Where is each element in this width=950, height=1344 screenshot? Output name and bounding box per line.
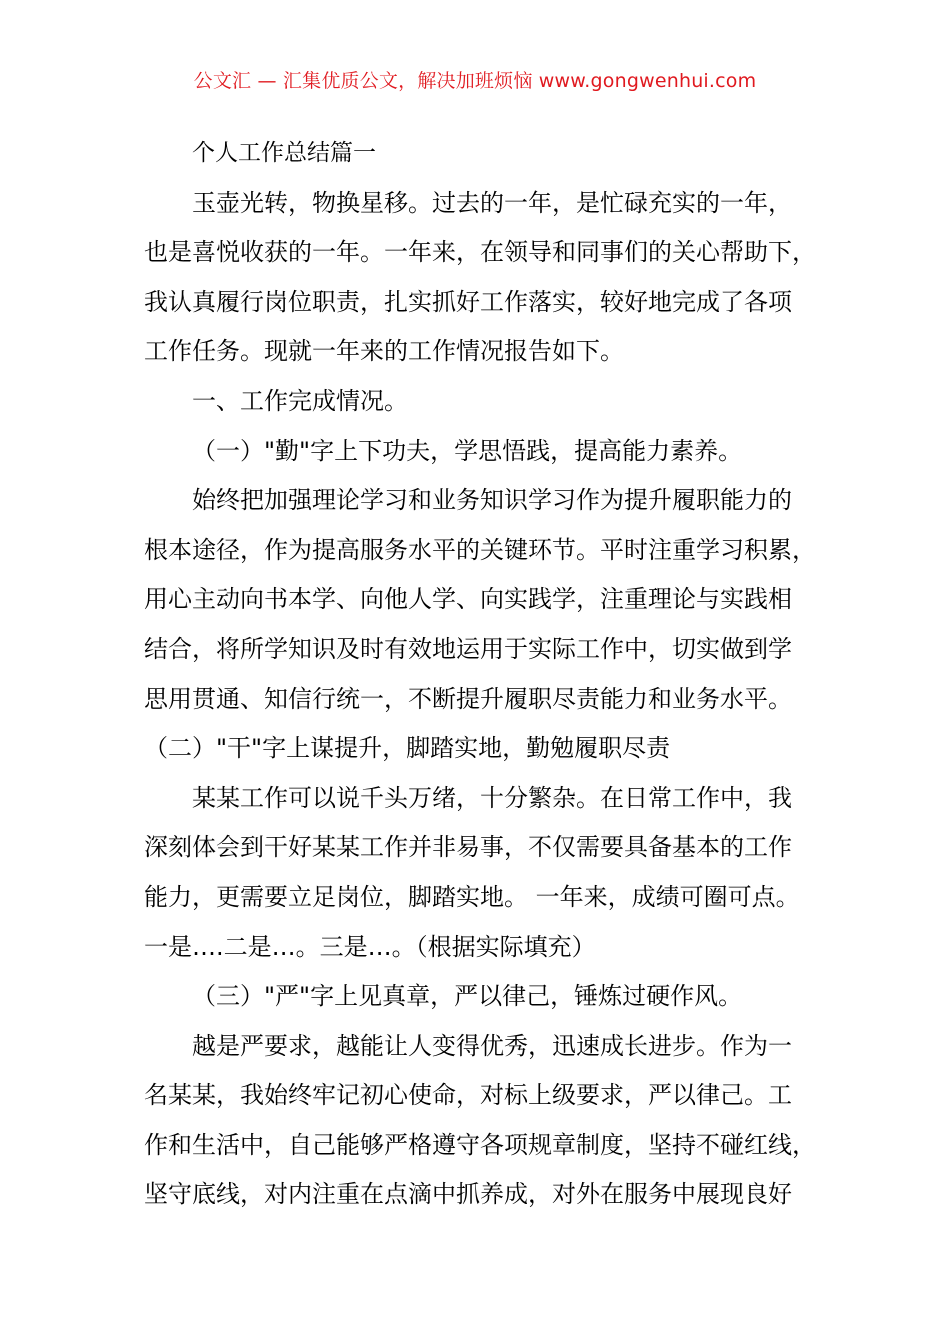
- subsection-heading: （二）"干"字上谋提升，脚踏实地，勤勉履职尽责: [144, 734, 671, 763]
- document-body: [144, 129, 834, 1220]
- paragraph-line: 始终把加强理论学习和业务知识学习作为提升履职能力的: [192, 486, 792, 515]
- paragraph-line: 结合，将所学知识及时有效地运用于实际工作中，切实做到学: [144, 634, 792, 663]
- paragraph-line: 用心主动向书本学、向他人学、向实践学，注重理论与实践相: [144, 585, 792, 614]
- document-title: 个人工作总结篇一: [192, 140, 376, 166]
- site-header-banner: 公文汇 — 汇集优质公文，解决加班烦恼 www.gongwenhui.com: [193, 70, 757, 92]
- subsection-heading: （三）"严"字上见真章，严以律己，锤炼过硬作风。: [192, 982, 743, 1011]
- subsection-heading: （一）"勤"字上下功夫，学思悟践，提高能力素养。: [192, 436, 743, 465]
- paragraph-line: 某某工作可以说千头万绪，十分繁杂。在日常工作中，我: [192, 783, 792, 812]
- paragraph-line: 深刻体会到干好某某工作并非易事，不仅需要具备基本的工作: [144, 833, 792, 862]
- paragraph-line: 越是严要求，越能让人变得优秀，迅速成长进步。作为一: [192, 1031, 792, 1060]
- paragraph-line: 也是喜悦收获的一年。一年来，在领导和同事们的关心帮助下，: [144, 238, 816, 267]
- paragraph-line: 玉壶光转，物换星移。过去的一年，是忙碌充实的一年，: [192, 188, 792, 217]
- paragraph-line: 工作任务。现就一年来的工作情况报告如下。: [144, 337, 624, 366]
- paragraph-line: 我认真履行岗位职责，扎实抓好工作落实，较好地完成了各项: [144, 287, 792, 316]
- paragraph-line: 坚守底线，对内注重在点滴中抓养成，对外在服务中展现良好: [144, 1180, 792, 1209]
- paragraph-line: 能力，更需要立足岗位，脚踏实地。 一年来，成绩可圈可点。: [144, 882, 800, 911]
- paragraph-line: 一是….二是…。三是…。（根据实际填充）: [144, 932, 596, 961]
- paragraph-line: 根本途径，作为提高服务水平的关键环节。平时注重学习积累，: [144, 535, 816, 564]
- section-heading: 一、工作完成情况。: [192, 386, 408, 415]
- paragraph-line: 作和生活中，自己能够严格遵守各项规章制度，坚持不碰红线，: [144, 1130, 816, 1159]
- paragraph-line: 名某某，我始终牢记初心使命，对标上级要求，严以律己。工: [144, 1081, 792, 1110]
- paragraph-line: 思用贯通、知信行统一，不断提升履职尽责能力和业务水平。: [144, 684, 792, 713]
